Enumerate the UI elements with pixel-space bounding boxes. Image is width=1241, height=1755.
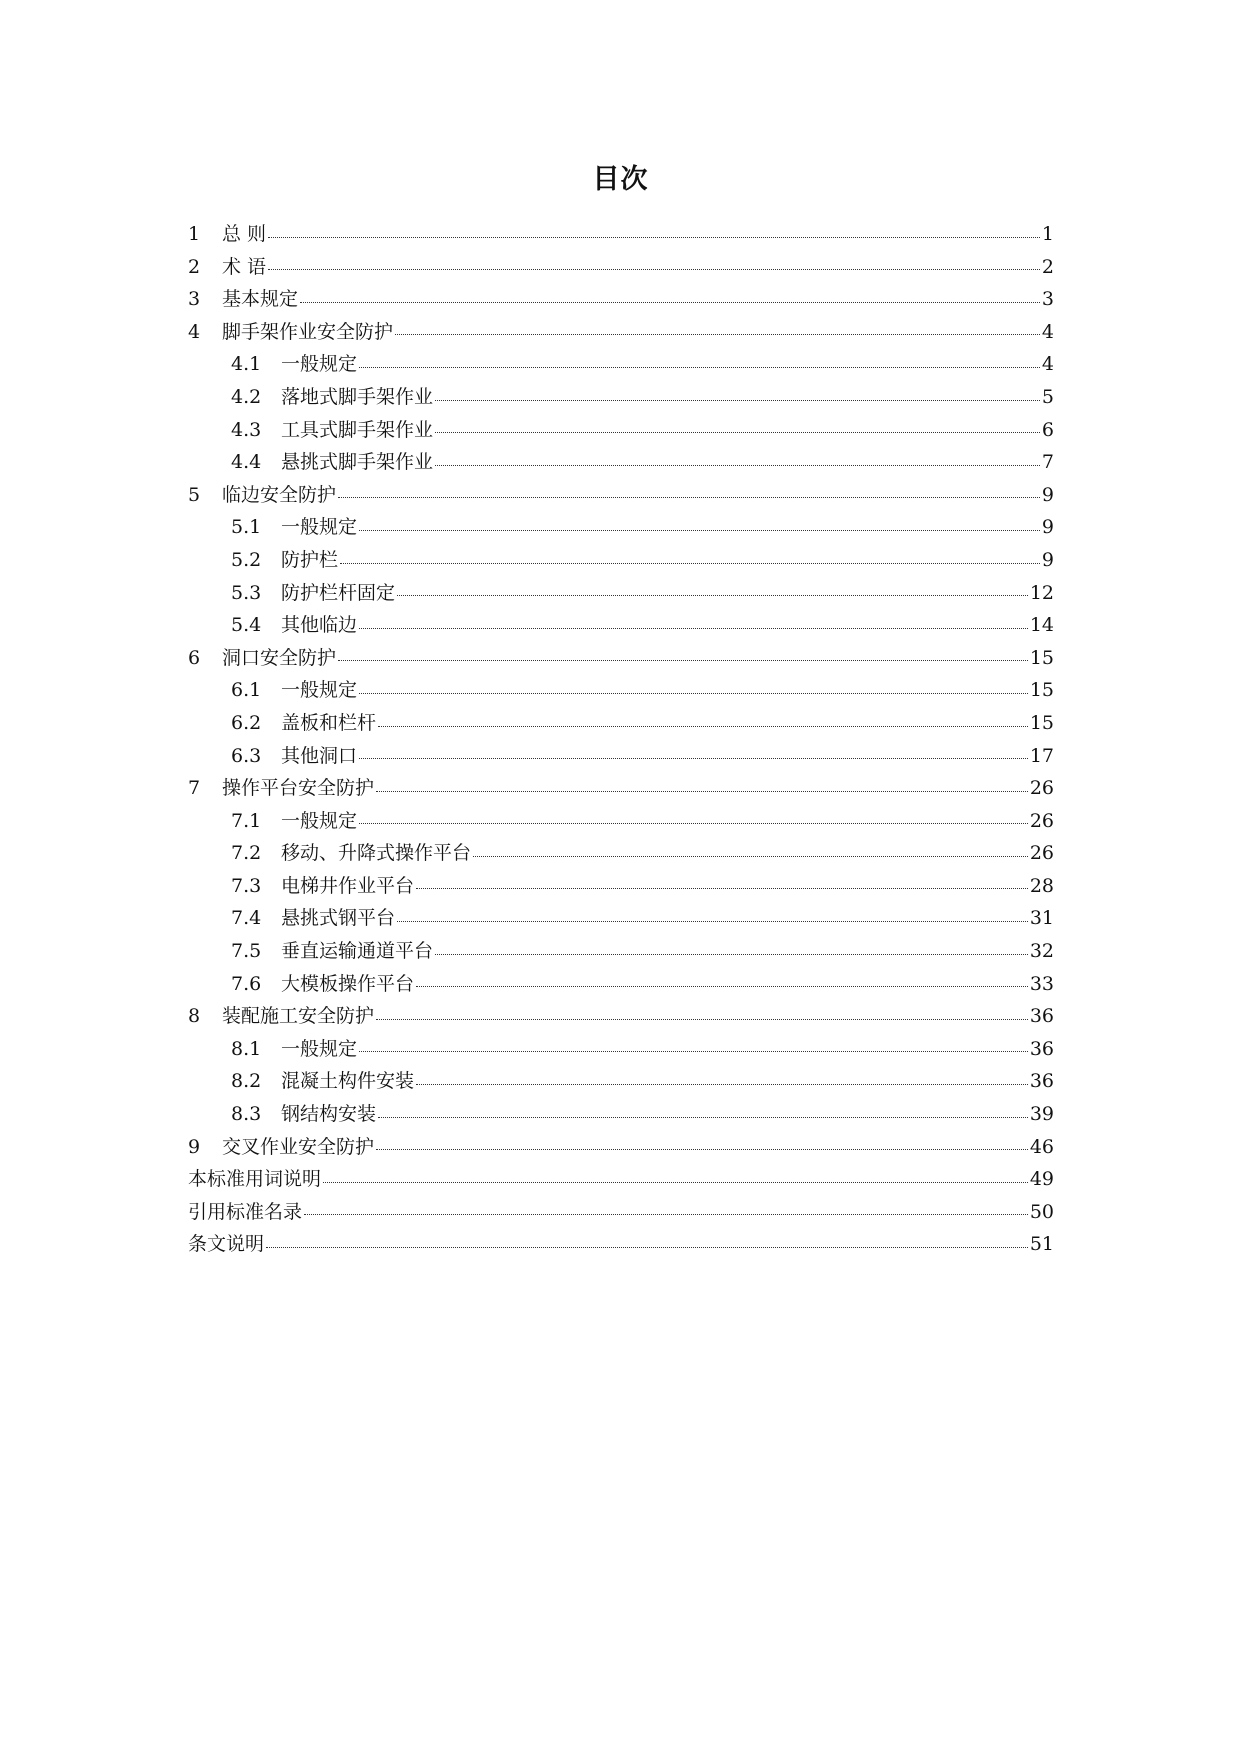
toc-entry-page-number: 46 xyxy=(1029,1135,1054,1158)
toc-entry[interactable] xyxy=(188,837,1054,870)
toc-entry-page-number: 15 xyxy=(1029,679,1054,702)
toc-entry-label: 术 语 xyxy=(222,255,267,278)
toc-entry-page-number: 39 xyxy=(1029,1103,1054,1126)
toc-entry[interactable] xyxy=(188,1131,1054,1164)
toc-entry-label: 基本规定 xyxy=(222,288,299,311)
dot-leader xyxy=(323,1181,1028,1183)
toc-entry-label: 盖板和栏杆 xyxy=(281,711,377,734)
toc-entry[interactable] xyxy=(188,577,1054,610)
toc-entry-number: 8.3 xyxy=(231,1103,262,1126)
dot-leader xyxy=(435,953,1028,955)
page-title: 目次 xyxy=(592,164,649,195)
toc-entry[interactable] xyxy=(188,1098,1054,1131)
toc-entry[interactable] xyxy=(188,1163,1054,1196)
toc-entry-page-number: 14 xyxy=(1029,614,1054,637)
toc-entry-page-number: 12 xyxy=(1029,581,1054,604)
toc-entry-label: 一般规定 xyxy=(281,679,358,702)
toc-entry-label: 一般规定 xyxy=(281,516,358,539)
dot-leader xyxy=(378,725,1028,727)
dot-leader xyxy=(435,399,1040,401)
dot-leader xyxy=(395,333,1040,335)
toc-entry[interactable] xyxy=(188,218,1054,251)
toc-entry-number: 2 xyxy=(188,255,201,278)
toc-entry[interactable] xyxy=(188,348,1054,381)
toc-entry-label: 防护栏 xyxy=(281,548,339,571)
toc-entry-number: 6.2 xyxy=(231,711,262,734)
toc-entry-label: 一般规定 xyxy=(281,353,358,376)
toc-entry-number: 4.3 xyxy=(231,418,262,441)
toc-entry-page-number: 31 xyxy=(1029,907,1054,930)
toc-entry[interactable] xyxy=(188,674,1054,707)
toc-entry[interactable] xyxy=(188,935,1054,968)
toc-entry-number: 7.1 xyxy=(231,809,262,832)
toc-entry-number: 1 xyxy=(188,223,201,245)
toc-entry-number: 8.2 xyxy=(231,1070,262,1093)
toc-entry-label: 混凝土构件安装 xyxy=(281,1070,415,1093)
dot-leader xyxy=(435,464,1040,466)
toc-entry-label: 临边安全防护 xyxy=(222,483,337,506)
toc-entry-number: 4 xyxy=(188,320,201,343)
toc-entry-page-number: 26 xyxy=(1029,842,1054,865)
dot-leader xyxy=(338,496,1040,498)
toc-entry-page-number: 15 xyxy=(1029,711,1054,734)
toc-entry-label: 大模板操作平台 xyxy=(281,972,415,995)
toc-entry-label: 洞口安全防护 xyxy=(222,646,337,669)
toc-entry-label: 装配施工安全防护 xyxy=(222,1005,375,1028)
toc-entry-number: 6.3 xyxy=(231,744,262,767)
dot-leader xyxy=(376,1018,1028,1020)
toc-entry-page-number: 51 xyxy=(1029,1233,1054,1256)
toc-entry[interactable] xyxy=(188,381,1054,414)
toc-entry-page-number: 4 xyxy=(1041,353,1054,376)
toc-entry-label: 条文说明 xyxy=(188,1233,265,1256)
toc-entry[interactable] xyxy=(188,740,1054,773)
dot-leader xyxy=(359,822,1028,824)
dot-leader xyxy=(340,562,1040,564)
toc-entry-page-number: 49 xyxy=(1029,1168,1054,1191)
toc-entry-label: 悬挑式钢平台 xyxy=(281,907,396,930)
toc-entry[interactable] xyxy=(188,1065,1054,1098)
toc-entry[interactable] xyxy=(188,805,1054,838)
toc-entry-label: 一般规定 xyxy=(281,809,358,832)
toc-entry-page-number: 9 xyxy=(1041,548,1054,571)
dot-leader xyxy=(416,1083,1028,1085)
toc-entry-page-number: 36 xyxy=(1029,1037,1054,1060)
toc-entry-page-number: 9 xyxy=(1041,483,1054,506)
toc-entry-page-number: 50 xyxy=(1029,1200,1054,1223)
toc-entry-label: 本标准用词说明 xyxy=(188,1168,322,1191)
toc-entry-page-number: 36 xyxy=(1029,1005,1054,1028)
toc-entry-page-number: 26 xyxy=(1029,809,1054,832)
toc-entry-label: 一般规定 xyxy=(281,1037,358,1060)
toc-entry-number: 4.2 xyxy=(231,385,262,408)
toc-entry-page-number: 15 xyxy=(1029,646,1054,669)
toc-entry-label: 落地式脚手架作业 xyxy=(281,385,434,408)
toc-entry[interactable] xyxy=(188,414,1054,447)
toc-entry-number: 7.2 xyxy=(231,842,262,865)
dot-leader xyxy=(268,236,1040,238)
toc-entry-number: 9 xyxy=(188,1135,201,1158)
dot-leader xyxy=(397,594,1028,596)
dot-leader xyxy=(300,301,1040,303)
toc-entry-number: 7.5 xyxy=(231,940,262,963)
dot-leader xyxy=(338,659,1028,661)
toc-entry-number: 5.2 xyxy=(231,548,262,571)
toc-entry[interactable] xyxy=(188,772,1054,805)
toc-entry-label: 引用标准名录 xyxy=(188,1200,303,1223)
toc-entry-label: 其他临边 xyxy=(281,614,358,637)
toc-entry-label: 交叉作业安全防护 xyxy=(222,1135,375,1158)
toc-entry-page-number: 2 xyxy=(1041,255,1054,278)
dot-leader xyxy=(378,1116,1028,1118)
toc-entry-label: 其他洞口 xyxy=(281,744,358,767)
dot-leader xyxy=(359,692,1028,694)
toc-entry-page-number: 36 xyxy=(1029,1070,1054,1093)
table-of-contents xyxy=(188,218,1054,1261)
toc-entry-label: 工具式脚手架作业 xyxy=(281,418,434,441)
toc-entry-page-number: 1 xyxy=(1041,223,1054,245)
dot-leader xyxy=(473,855,1028,857)
toc-entry[interactable] xyxy=(188,870,1054,903)
dot-leader xyxy=(359,366,1040,368)
toc-entry-number: 5.1 xyxy=(231,516,262,539)
toc-entry-page-number: 17 xyxy=(1029,744,1054,767)
toc-entry-label: 总 则 xyxy=(222,223,267,245)
toc-entry[interactable] xyxy=(188,609,1054,642)
toc-entry-page-number: 33 xyxy=(1029,972,1054,995)
toc-entry-page-number: 26 xyxy=(1029,777,1054,800)
toc-entry-number: 4.1 xyxy=(231,353,262,376)
toc-entry[interactable] xyxy=(188,1033,1054,1066)
toc-entry-label: 防护栏杆固定 xyxy=(281,581,396,604)
dot-leader xyxy=(435,431,1040,433)
toc-entry-number: 7.4 xyxy=(231,907,262,930)
dot-leader xyxy=(416,985,1028,987)
dot-leader xyxy=(376,1148,1028,1150)
toc-entry-label: 电梯井作业平台 xyxy=(281,874,415,897)
dot-leader xyxy=(376,790,1028,792)
toc-entry[interactable] xyxy=(188,283,1054,316)
toc-entry-number: 5.3 xyxy=(231,581,262,604)
toc-entry-number: 3 xyxy=(188,288,201,311)
toc-entry-label: 悬挑式脚手架作业 xyxy=(281,451,434,474)
toc-entry[interactable] xyxy=(188,316,1054,349)
toc-entry-number: 7.6 xyxy=(231,972,262,995)
toc-entry[interactable] xyxy=(188,479,1054,512)
toc-entry[interactable] xyxy=(188,902,1054,935)
dot-leader xyxy=(397,920,1028,922)
toc-entry-page-number: 7 xyxy=(1041,451,1054,474)
toc-entry-number: 7.3 xyxy=(231,874,262,897)
toc-entry-number: 4.4 xyxy=(231,451,262,474)
toc-entry[interactable] xyxy=(188,707,1054,740)
toc-entry[interactable] xyxy=(188,446,1054,479)
toc-entry-page-number: 6 xyxy=(1041,418,1054,441)
toc-entry-label: 操作平台安全防护 xyxy=(222,777,375,800)
toc-entry[interactable] xyxy=(188,511,1054,544)
toc-entry[interactable] xyxy=(188,642,1054,675)
toc-entry-label: 垂直运输通道平台 xyxy=(281,940,434,963)
toc-entry-number: 7 xyxy=(188,777,201,800)
toc-entry-number: 8.1 xyxy=(231,1037,262,1060)
toc-entry[interactable] xyxy=(188,251,1054,284)
dot-leader xyxy=(359,529,1040,531)
toc-entry[interactable] xyxy=(188,544,1054,577)
dot-leader xyxy=(304,1213,1028,1215)
toc-entry-number: 6.1 xyxy=(231,679,262,702)
toc-entry[interactable] xyxy=(188,1000,1054,1033)
toc-entry-label: 移动、升降式操作平台 xyxy=(281,842,472,865)
toc-entry-page-number: 28 xyxy=(1029,874,1054,897)
dot-leader xyxy=(359,627,1028,629)
dot-leader xyxy=(416,887,1028,889)
toc-entry-number: 5 xyxy=(188,483,201,506)
toc-entry[interactable] xyxy=(188,968,1054,1001)
dot-leader xyxy=(359,1050,1028,1052)
toc-entry-page-number: 3 xyxy=(1041,288,1054,311)
toc-entry-page-number: 4 xyxy=(1041,320,1054,343)
toc-entry-label: 钢结构安装 xyxy=(281,1103,377,1126)
dot-leader xyxy=(359,757,1028,759)
toc-entry-label: 脚手架作业安全防护 xyxy=(222,320,394,343)
toc-entry[interactable] xyxy=(188,1196,1054,1229)
toc-entry-page-number: 5 xyxy=(1041,385,1054,408)
toc-entry-number: 5.4 xyxy=(231,614,262,637)
toc-entry-number: 6 xyxy=(188,646,201,669)
toc-entry-page-number: 9 xyxy=(1041,516,1054,539)
toc-entry[interactable] xyxy=(188,1228,1054,1261)
dot-leader xyxy=(266,1246,1028,1248)
dot-leader xyxy=(268,268,1040,270)
toc-entry-number: 8 xyxy=(188,1005,201,1028)
toc-entry-page-number: 32 xyxy=(1029,940,1054,963)
